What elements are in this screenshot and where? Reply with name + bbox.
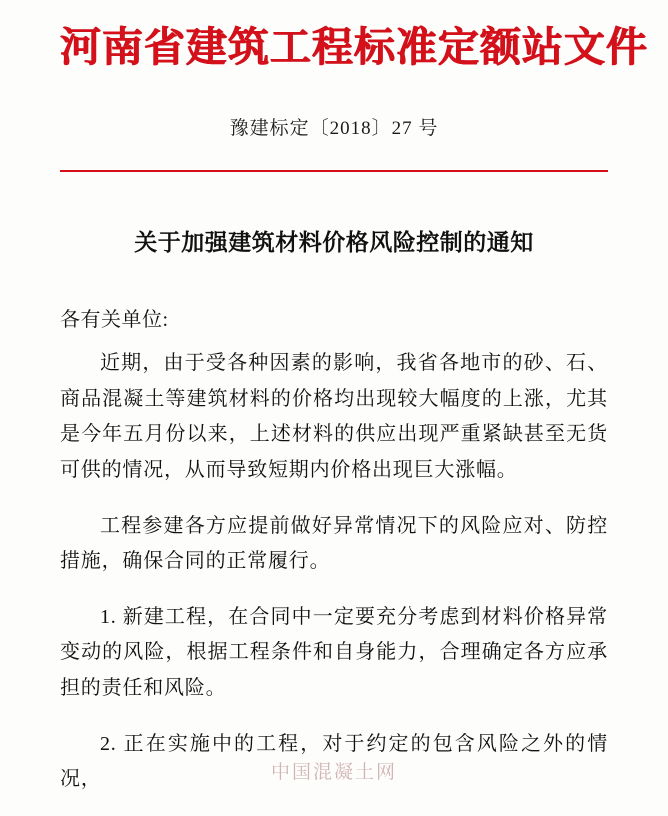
body-paragraph-3: 1. 新建工程，在合同中一定要充分考虑到材料价格异常变动的风险，根据工程条件和自身能力，合理确定各方应承担的责任和风险。: [60, 605, 608, 699]
salutation: 各有关单位:: [60, 309, 169, 332]
document-subject: 关于加强建筑材料价格风险控制的通知: [134, 230, 534, 256]
body-paragraph-2: 工程参建各方应提前做好异常情况下的风险应对、防控措施，确保合同的正常履行。: [60, 514, 608, 573]
document-number: 豫建标定〔2018〕27 号: [229, 118, 439, 140]
document-page: [0, 22, 668, 816]
watermark-text: 中国混凝土网: [270, 762, 397, 783]
body-paragraph-4: 2. 正在实施中的工程，对于约定的包含风险之外的情况，: [60, 732, 608, 791]
page-title: 河南省建筑工程标准定额站文件: [60, 23, 648, 71]
red-divider: [60, 170, 608, 172]
body-paragraph-1: 近期，由于受各种因素的影响，我省各地市的砂、石、商品混凝土等建筑材料的价格均出现较大幅度的上涨，尤其是今年五月份以来，上述材料的供应出现严重紧缺甚至无货可供的情况，从而导致短期内价格出现巨大涨幅。: [60, 352, 608, 482]
